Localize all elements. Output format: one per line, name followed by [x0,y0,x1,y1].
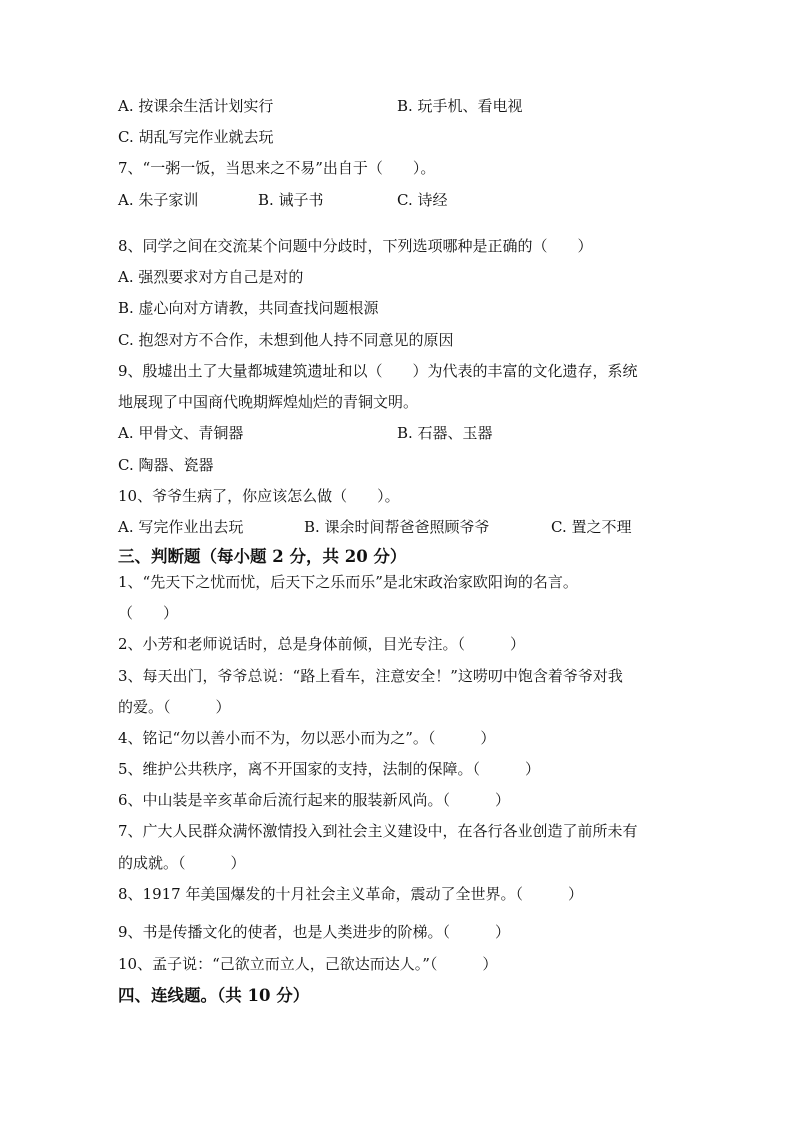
q7-option-c: C. 诗经 [397,191,448,209]
q8-option-b: B. 虚心向对方请教，共同查找问题根源 [118,299,379,317]
q10-option-c: C. 置之不理 [551,518,632,536]
judgment-10: 10、孟子说：“己欲立而立人，己欲达而达人。”（ ） [118,955,498,973]
judgment-6: 6、中山装是辛亥革命后流行起来的服装新风尚。（ ） [118,791,511,809]
judgment-1-line1: 1、“先天下之忧而忧，后天下之乐而乐”是北宋政治家欧阳询的名言。 [118,573,578,591]
q8-option-a: A. 强烈要求对方自己是对的 [118,268,304,286]
q8-stem: 8、同学之间在交流某个问题中分歧时，下列选项哪种是正确的（ ） [118,237,593,255]
section4-title: 四、连线题。（共 10 分） [118,986,310,1005]
q10-option-b: B. 课余时间帮爸爸照顾爷爷 [304,518,490,536]
q6-option-c: C. 胡乱写完作业就去玩 [118,128,274,146]
q9-stem-line1: 9、殷墟出土了大量都城建筑遗址和以（ ）为代表的丰富的文化遗存，系统 [118,362,638,380]
q9-stem-line2: 地展现了中国商代晚期辉煌灿烂的青铜文明。 [118,393,419,411]
q7-option-b: B. 诫子书 [258,191,324,209]
judgment-7-line1: 7、广大人民群众满怀激情投入到社会主义建设中，在各行各业创造了前所未有 [118,822,638,840]
judgment-7-line2: 的成就。（ ） [118,854,246,872]
q6-option-a: A. 按课余生活计划实行 [118,97,274,115]
q9-option-b: B. 石器、玉器 [397,424,493,442]
q7-stem: 7、“一粥一饭，当思来之不易”出自于（ ）。 [118,159,436,177]
judgment-5: 5、维护公共秩序，离不开国家的支持，法制的保障。（ ） [118,760,541,778]
judgment-3-line2: 的爱。（ ） [118,698,231,716]
q9-option-c: C. 陶器、瓷器 [118,456,214,474]
q10-stem: 10、爷爷生病了，你应该怎么做（ ）。 [118,487,400,505]
judgment-1-line2: （ ） [118,604,179,622]
q9-option-a: A. 甲骨文、青铜器 [118,424,244,442]
q10-option-a: A. 写完作业出去玩 [118,518,244,536]
judgment-9: 9、书是传播文化的使者，也是人类进步的阶梯。（ ） [118,923,511,941]
q8-option-c: C. 抱怨对方不合作，未想到他人持不同意见的原因 [118,331,454,349]
judgment-8: 8、1917 年美国爆发的十月社会主义革命，震动了全世界。（ ） [118,885,583,903]
q6-option-b: B. 玩手机、看电视 [397,97,523,115]
judgment-3-line1: 3、每天出门，爷爷总说：“路上看车，注意安全！”这唠叨中饱含着爷爷对我 [118,667,623,685]
q7-option-a: A. 朱子家训 [118,191,199,209]
section3-title: 三、判断题（每小题 2 分，共 20 分） [118,547,407,566]
judgment-2: 2、小芳和老师说话时，总是身体前倾，目光专注。（ ） [118,635,526,653]
judgment-4: 4、铭记“勿以善小而不为，勿以恶小而为之”。（ ） [118,729,496,747]
